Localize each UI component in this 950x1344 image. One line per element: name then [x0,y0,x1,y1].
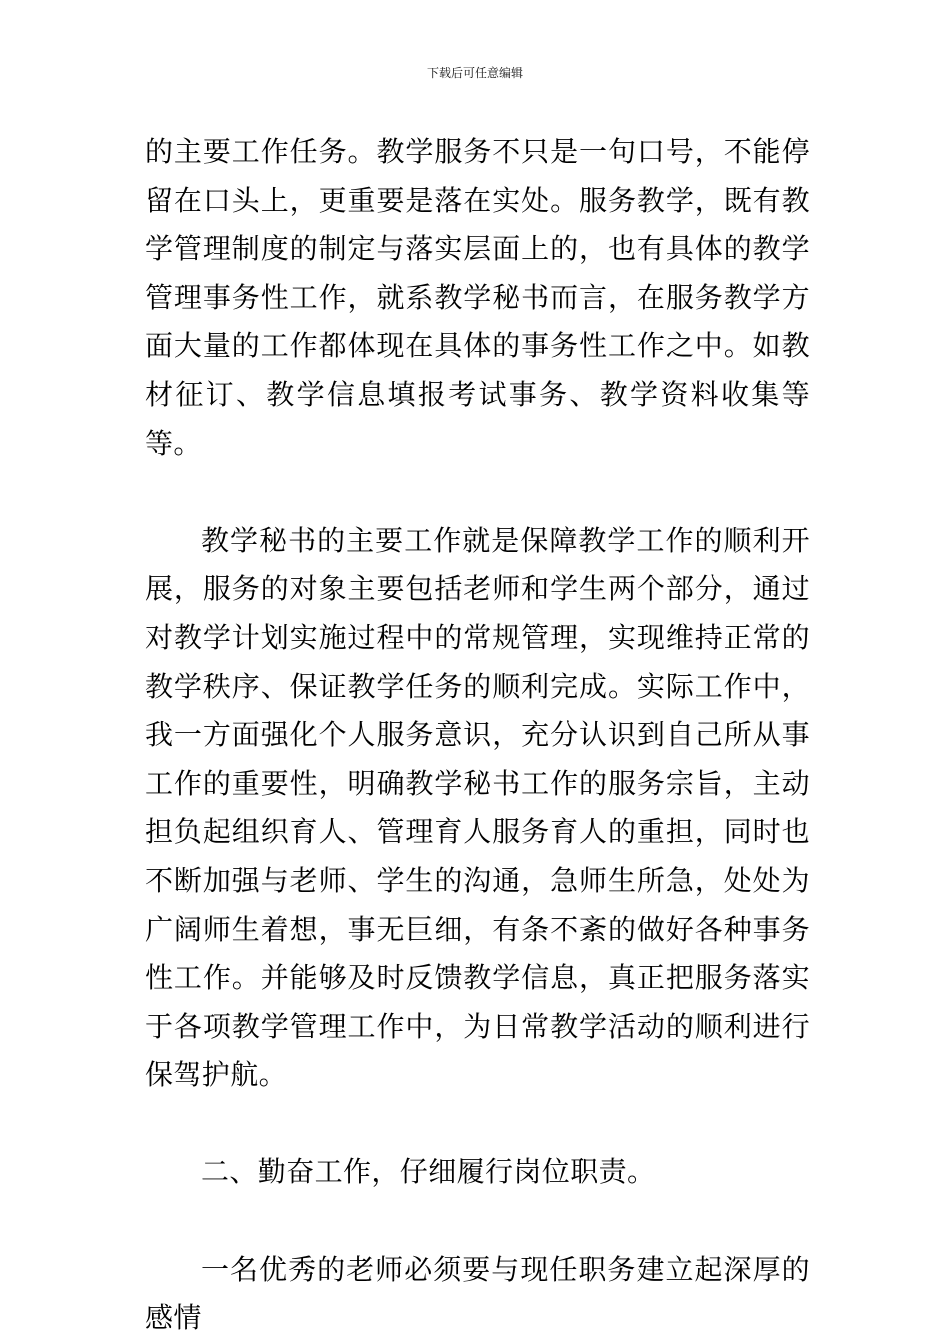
paragraph-2: 教学秘书的主要工作就是保障教学工作的顺利开展，服务的对象主要包括老师和学生两个部分，通过对教学计划实施过程中的常规管理，实现维持正常的教学秩序、保证教学任务的顺利完成。实际工作中，我一方面强化个人服务意识，充分认识到自己所从事工作的重要性，明确教学秘书工作的服务宗旨，主动担负起组织育人、管理育人服务育人的重担，同时也不断加强与老师、学生的沟通，急师生所急，处处为广阔师生着想，事无巨细，有条不紊的做好各种事务性工作。并能够及时反馈教学信息，真正把服务落实于各项教学管理工作中，为日常教学活动的顺利进行保驾护航。 [145,523,810,1092]
paragraph-gap [145,1197,810,1246]
paragraph-gap [145,1100,810,1149]
paragraph-3: 一名优秀的老师必须要与现任职务建立起深厚的感情 [145,1252,810,1335]
document-body [145,128,810,1343]
section-heading: 二、勤奋工作，仔细履行岗位职责。 [201,1155,656,1189]
paragraph-1: 的主要工作任务。教学服务不只是一句口号，不能停留在口头上，更重要是落在实处。服务教学，既有教学管理制度的制定与落实层面上的，也有具体的教学管理事务性工作，就系教学秘书而言，在服务教学方面大量的工作都体现在具体的事务性工作之中。如教材征订、教学信息填报考试事务、教学资料收集等等。 [145,135,810,460]
page-header: 下载后可任意编辑 [426,66,523,80]
paragraph-gap [145,468,810,517]
